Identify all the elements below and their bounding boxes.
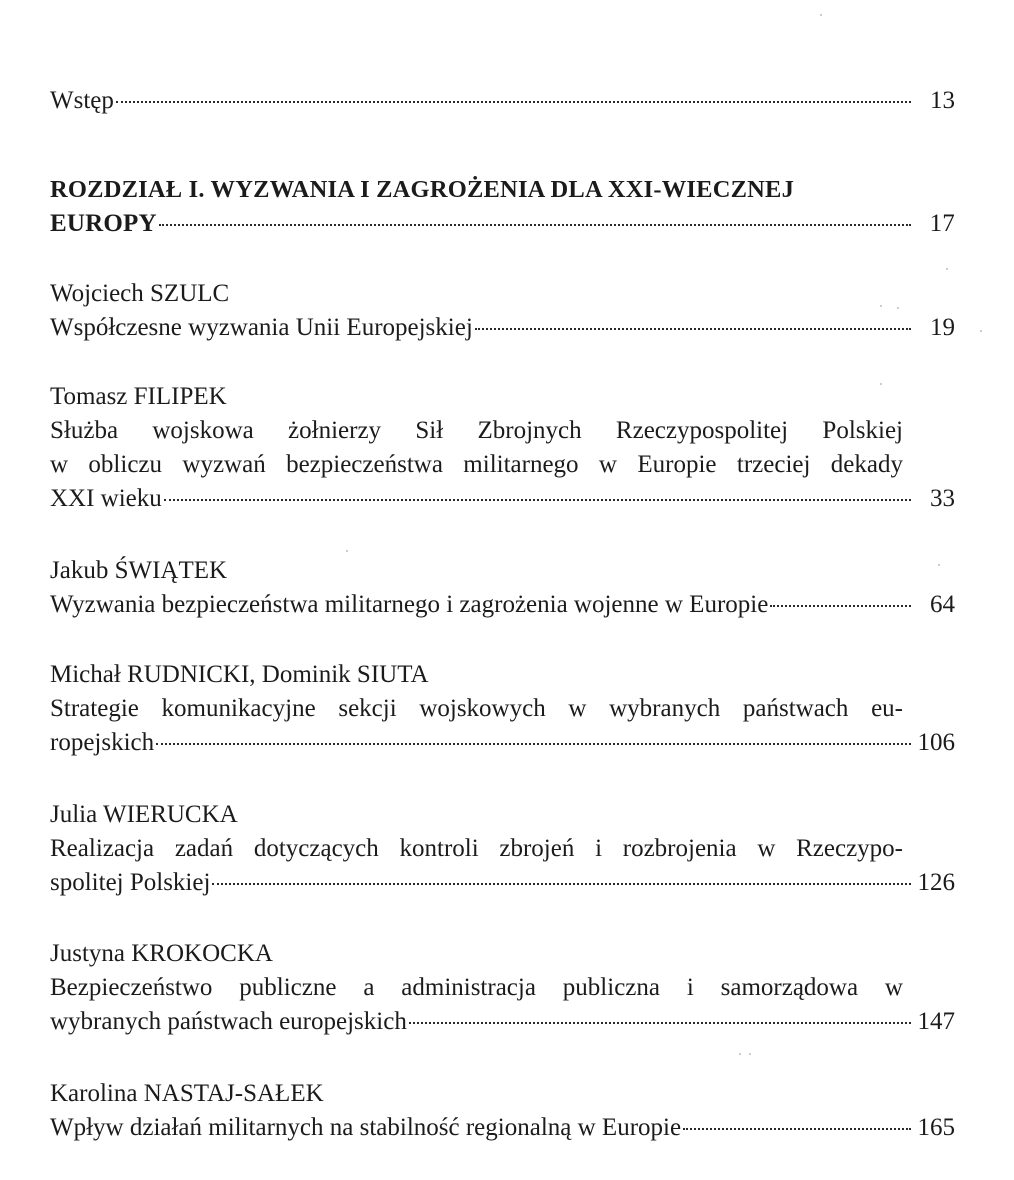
dot-leader [164, 499, 911, 501]
page-number: 33 [930, 485, 955, 512]
article-title: Współczesne wyzwania Unii Europejskiej [50, 314, 473, 341]
chapter-title-line-2: EUROPY [50, 210, 157, 237]
scan-speck [946, 268, 948, 270]
scan-speck [749, 1053, 751, 1055]
dot-leader [212, 883, 911, 885]
toc-entry-article [50, 937, 955, 1039]
page-number: 106 [917, 729, 955, 756]
dot-leader [683, 1128, 911, 1130]
scan-speck [938, 564, 940, 566]
article-title-line: Bezpieczeństwo publiczne a administracja publiczna i samorządowa w [50, 974, 903, 1001]
scan-speck [897, 307, 899, 309]
toc-leader-line [50, 866, 955, 900]
page-number: 17 [929, 210, 955, 237]
toc-entry-article [50, 380, 955, 516]
article-author: Wojciech SZULC [50, 280, 230, 307]
toc-leader-line [50, 1111, 955, 1145]
toc-entry-article [50, 1077, 955, 1145]
article-title-end: wybranych państwach europejskich [50, 1008, 407, 1035]
dot-leader [770, 605, 911, 607]
dot-leader [475, 328, 911, 330]
toc-entry-article [50, 798, 955, 900]
article-author: Michał RUDNICKI, Dominik SIUTA [50, 661, 429, 688]
article-author: Karolina NASTAJ-SAŁEK [50, 1080, 324, 1107]
page-number: 165 [917, 1114, 955, 1141]
toc-entry-article [50, 554, 955, 622]
scan-speck [980, 330, 982, 332]
toc-leader-line [50, 207, 955, 241]
toc-entry-article [50, 658, 955, 760]
toc-entry-article [50, 277, 955, 345]
page-number: 19 [930, 314, 955, 341]
scan-speck [880, 305, 882, 307]
article-author: Julia WIERUCKA [50, 801, 238, 828]
scan-speck [346, 550, 348, 552]
article-title-end: ropejskich [50, 729, 155, 756]
dot-leader [409, 1022, 911, 1024]
chapter-title-line-1: ROZDZIAŁ I. WYZWANIA I ZAGROŻENIA DLA XXI-WIECZNEJ [50, 176, 795, 203]
toc-leader-line [50, 84, 955, 118]
article-title-line: w obliczu wyzwań bezpieczeństwa militarnego w Europie trzeciej dekady [50, 451, 903, 478]
article-title: Wyzwania bezpieczeństwa militarnego i zagrożenia wojenne w Europie [50, 591, 769, 618]
page-number: 147 [917, 1008, 955, 1035]
article-author: Jakub ŚWIĄTEK [50, 557, 228, 584]
scan-speck [739, 1053, 741, 1055]
toc-leader-line [50, 726, 955, 760]
dot-leader [159, 224, 911, 226]
page-number: 64 [930, 591, 955, 618]
toc-leader-line [50, 588, 955, 622]
toc-entry-chapter [50, 173, 955, 241]
scan-speck [880, 383, 882, 385]
article-title: Wpływ działań militarnych na stabilność regionalną w Europie [50, 1114, 682, 1141]
entry-title: Wstęp [50, 87, 114, 114]
toc-leader-line [50, 311, 955, 345]
toc-entry-intro [50, 84, 955, 118]
article-title-line: Realizacja zadań dotyczących kontroli zbrojeń i rozbrojenia w Rzeczypo- [50, 835, 903, 862]
article-title-line: Służba wojskowa żołnierzy Sił Zbrojnych Rzeczypospolitej Polskiej [50, 417, 903, 444]
page-number: 13 [930, 87, 955, 114]
dot-leader [116, 101, 911, 103]
toc-leader-line [50, 482, 955, 516]
scan-speck [820, 14, 822, 16]
article-author: Tomasz FILIPEK [50, 383, 227, 410]
toc-leader-line [50, 1005, 955, 1039]
article-title-end: XXI wieku [50, 485, 162, 512]
page-number: 126 [917, 869, 955, 896]
article-title-end: spolitej Polskiej [50, 869, 211, 896]
dot-leader [156, 743, 911, 745]
article-author: Justyna KROKOCKA [50, 940, 273, 967]
article-title-line: Strategie komunikacyjne sekcji wojskowych w wybranych państwach eu- [50, 695, 903, 722]
